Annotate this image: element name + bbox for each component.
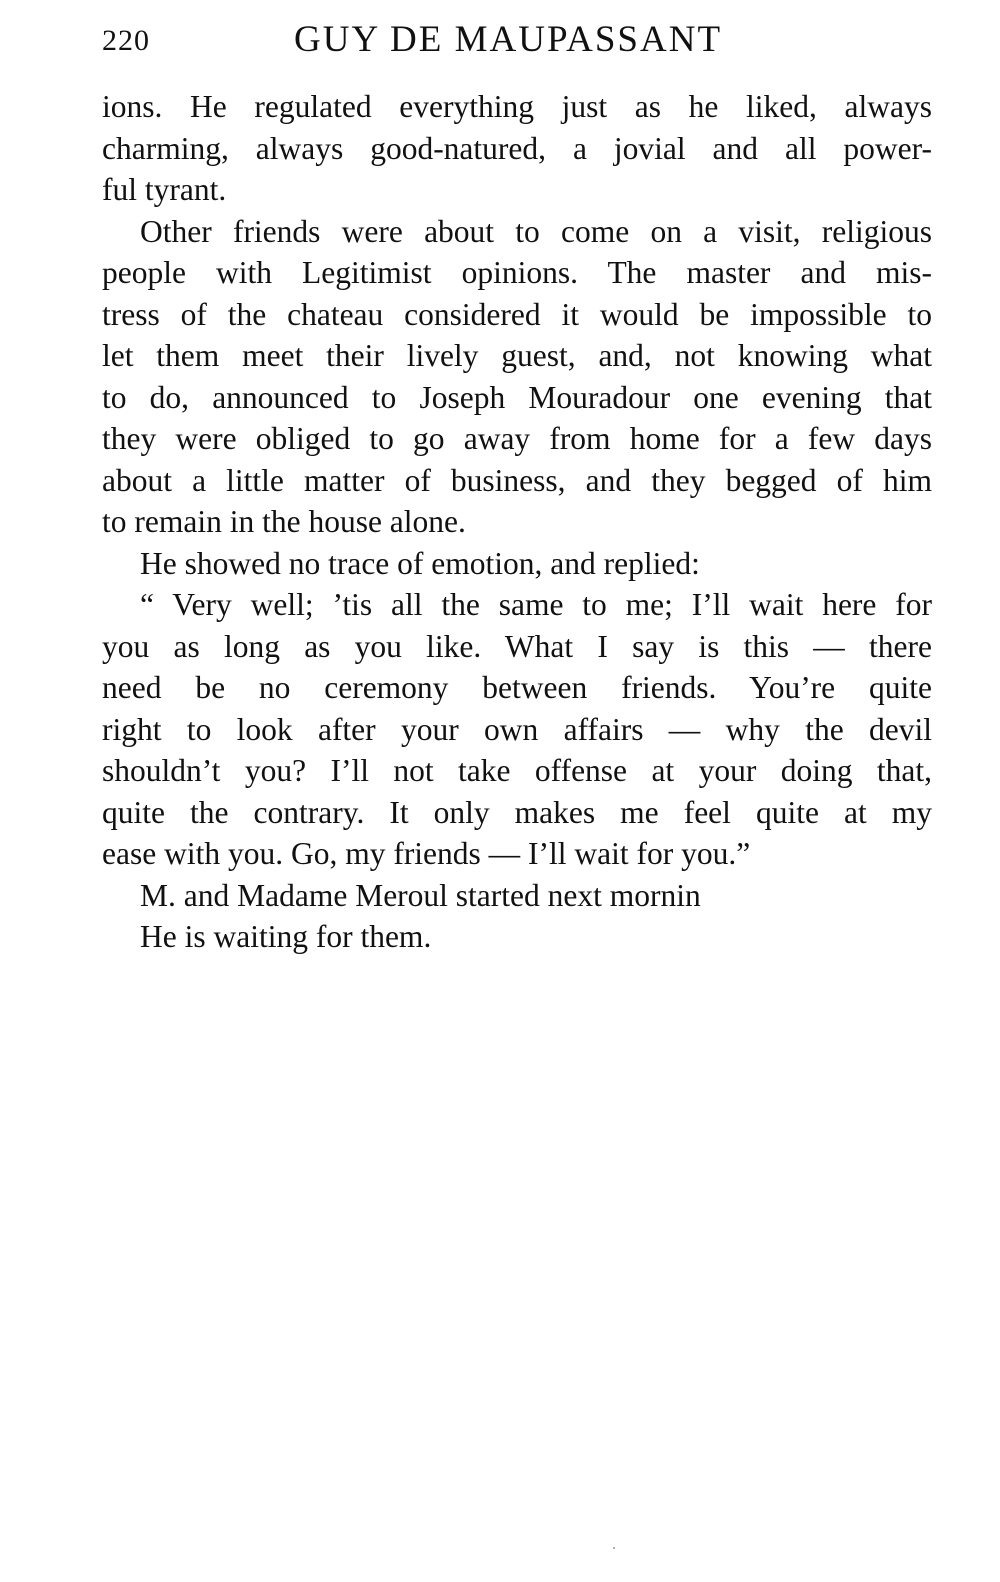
text-line: tress of the chateau considered it would be impossible to: [102, 296, 932, 332]
text-line: to remain in the house alone.: [102, 504, 466, 539]
page-header: [102, 14, 932, 66]
text-line: quite the contrary. It only makes me feel quite at my: [102, 794, 932, 830]
text-line: let them meet their lively guest, and, not knowing what: [102, 338, 932, 373]
text-line: He showed no trace of emotion, and replied:: [140, 545, 700, 581]
text-line: people with Legitimist opinions. The master and mis-: [102, 255, 932, 290]
text-line: charming, always good-natured, a jovial and all power-: [102, 130, 932, 166]
running-title: GUY DE MAUPASSANT: [294, 19, 723, 60]
print-speck: [613, 1547, 615, 1549]
text-line: He is waiting for them.: [140, 919, 432, 954]
text-line: right to look after your own affairs — why the devil: [102, 711, 932, 747]
text-line: ions. He regulated everything just as he liked, always: [102, 89, 932, 124]
text-line: you as long as you like. What I say is this — there: [102, 628, 932, 664]
text-line: M. and Madame Meroul started next mornin: [140, 877, 701, 913]
page-number: 220: [102, 24, 150, 57]
text-line: ease with you. Go, my friends — I’ll wait for you.”: [102, 836, 751, 871]
text-line: “ Very well; ’tis all the same to me; I’ll wait here for: [140, 587, 932, 622]
text-line: they were obliged to go away from home for a few days: [102, 421, 932, 456]
body-text: [102, 86, 932, 958]
text-line: ful tyrant.: [102, 172, 227, 207]
text-line: shouldn’t you? I’ll not take offense at your doing that,: [102, 753, 932, 788]
text-line: need be no ceremony between friends. You’re quite: [102, 670, 932, 705]
text-line: Other friends were about to come on a visit, religious: [140, 213, 932, 249]
text-line: about a little matter of business, and they begged of him: [102, 462, 932, 498]
text-line: to do, announced to Joseph Mouradour one evening that: [102, 379, 932, 415]
